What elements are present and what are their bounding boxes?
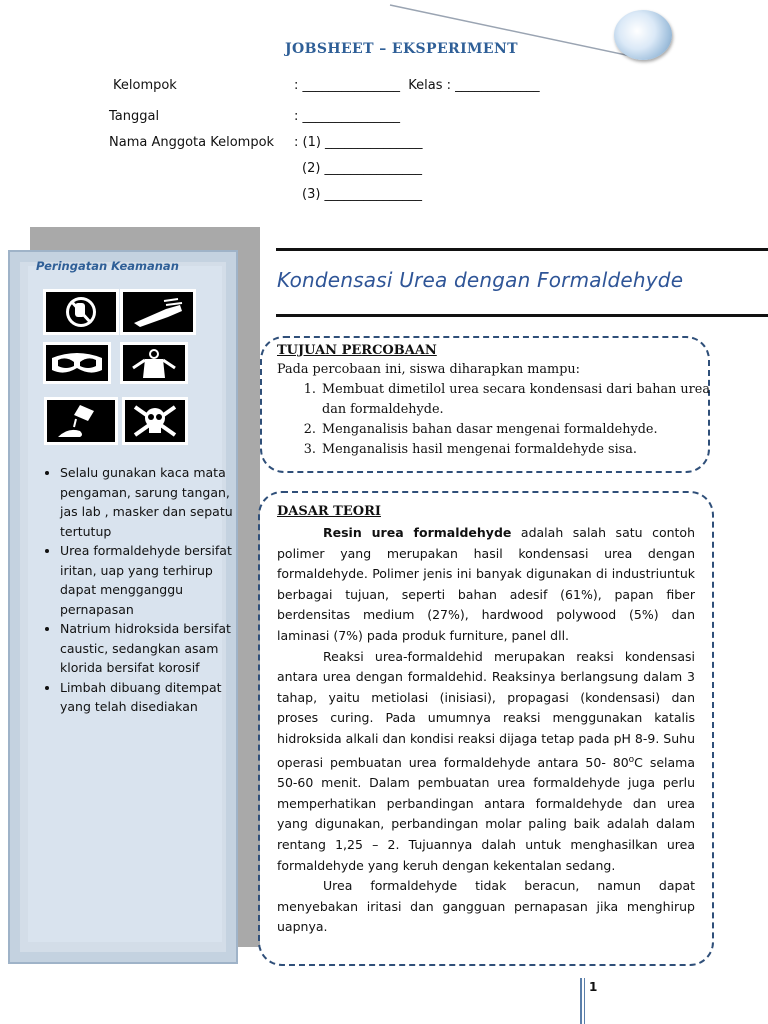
- safety-rule: • Urea formaldehyde bersifat iritan, uap yang terhirup dapat mengganggu pernapasan: [60, 541, 248, 619]
- objective-item: 2. Menganalisis bahan dasar mengenai formaldehyde.: [320, 420, 720, 440]
- no-eating-icon: [43, 289, 119, 335]
- theory-p1-text: adalah salah satu contoh polimer yang merupakan hasil kondensasi urea dengan formaldehyde. Polimer jenis ini banyak digunakan di industriuntuk berbagai tujuan, seperti bahan adesif (61%), papan fiber berdensitas medium (27%), hardwood polywood (5%) dan laminasi (7%) pada produk furniture, panel dll.: [277, 525, 696, 643]
- theory-paragraph-3: Urea formaldehyde tidak beracun, namun dapat menyebakan iritasi dan gangguan pernapasan jika menghirup uapnya.: [277, 878, 695, 935]
- group-label: Kelompok: [113, 78, 177, 93]
- group-and-class-field: : _______________ Kelas : _____________: [294, 78, 540, 93]
- title-rule-top: [276, 248, 768, 251]
- safety-title: Peringatan Keamanan: [36, 259, 179, 273]
- footer-line: [580, 978, 582, 1024]
- page-header-title: JOBSHEET – EKSPERIMENT: [284, 41, 518, 57]
- theory-paragraph-1: [277, 523, 695, 647]
- date-label: Tanggal: [109, 109, 160, 124]
- member-3-field: (3) _______________: [302, 187, 423, 202]
- safety-rule: • Limbah dibuang ditempat yang telah disediakan: [60, 678, 248, 717]
- main-title: Kondensasi Urea dengan Formaldehyde: [277, 268, 684, 292]
- objectives-intro: Pada percobaan ini, siswa diharapkan mampu:: [277, 362, 580, 377]
- objective-item: 1. Membuat dimetilol urea secara kondensasi dari bahan urea dan formaldehyde.: [320, 380, 720, 420]
- theory-paragraph-2: [277, 647, 695, 877]
- member-1-field: : (1) _______________: [294, 135, 423, 150]
- safety-rule: • Selalu gunakan kaca mata pengaman, sarung tangan, jas lab , masker dan sepatu tertutup: [60, 463, 248, 541]
- goggles-icon: [43, 342, 111, 384]
- theory-term: Resin urea formaldehyde: [323, 525, 512, 540]
- date-field: : _______________: [294, 109, 401, 124]
- footer-line: [584, 978, 585, 1024]
- hand-hazard-icon: [120, 289, 196, 335]
- theory-p2-text-b: C selama 50-60 menit. Dalam pembuatan urea formaldehyde juga perlu memperhatikan perbandingan antara formaldehyde dan urea yang digunakan, perbandingan molar paling baik adalah dalam rentang 1,25 – 2. Tujuannya dalah untuk menghasilkan urea formaldehyde yang keruh dengan kekentalan sedang.: [277, 754, 695, 873]
- member-2-field: (2) _______________: [302, 161, 423, 176]
- theory-heading: DASAR TEORI: [277, 504, 381, 519]
- objectives-list: [298, 380, 720, 460]
- theory-p2-text-a: Reaksi urea-formaldehid merupakan reaksi kondensasi antara urea dengan formaldehid. Reaksinya berlangsung dalam 3 tahap, yaitu metiolasi (inisiasi), propagasi (kondensasi) dan proses curing. Pada umumnya reaksi menggunakan katalis hidroksida alkali dan kondisi reaksi dijaga tetap pada pH 8-9. Suhu operasi pembuatan urea formaldehyde antara 50- 80: [277, 648, 695, 770]
- degree-mark: o: [628, 754, 635, 765]
- title-rule-bottom: [276, 314, 768, 317]
- toxic-skull-icon: [122, 397, 188, 445]
- safety-rules-list: [42, 463, 248, 717]
- page-number: 1: [589, 980, 598, 994]
- objectives-heading: TUJUAN PERCOBAAN: [277, 343, 437, 358]
- theory-text: [277, 523, 695, 938]
- safety-rule: • Natrium hidroksida bersifat caustic, sedangkan asam klorida bersifat korosif: [60, 619, 248, 678]
- members-label: Nama Anggota Kelompok: [109, 135, 275, 150]
- corrosive-icon: [44, 397, 118, 445]
- objective-item: 3. Menganalisis hasil mengenai formaldehyde sisa.: [320, 440, 720, 460]
- lab-coat-icon: [120, 342, 188, 384]
